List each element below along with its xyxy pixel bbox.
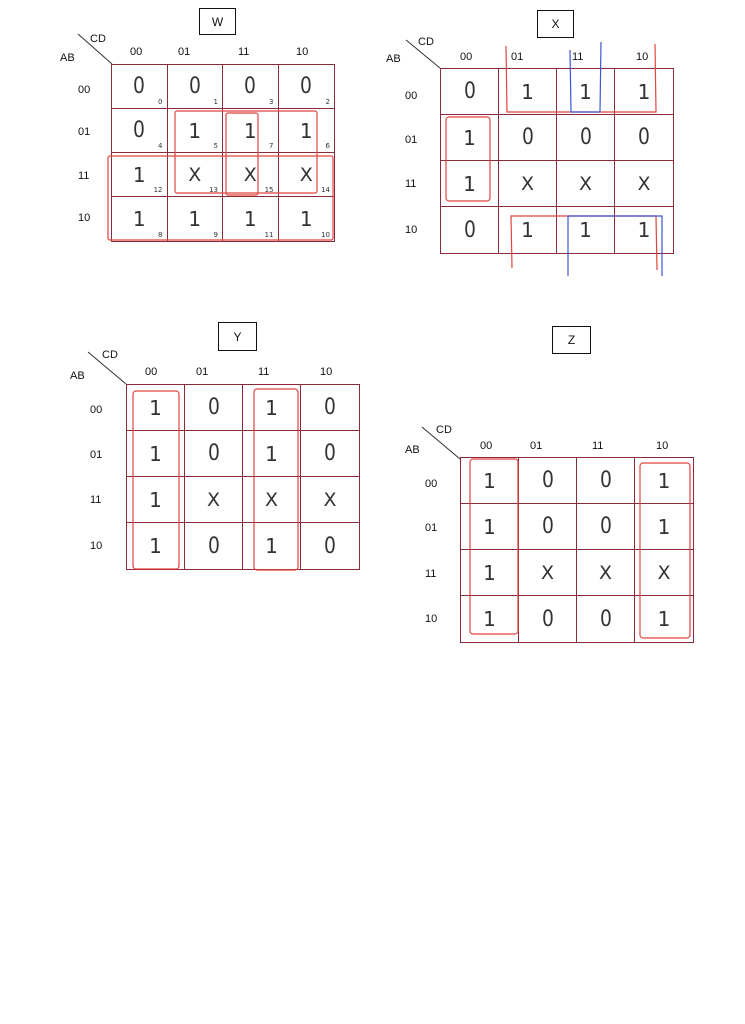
kmap-z-cell	[635, 596, 693, 642]
kmap-x-row-11: 11	[405, 178, 417, 190]
kmap-y-cell	[185, 431, 243, 477]
kmap-y-cell	[127, 477, 185, 523]
cell-value: 1	[149, 487, 162, 512]
kmap-z-cell	[577, 458, 635, 504]
cell-value: 1	[299, 207, 313, 231]
kmap-y-cell	[185, 385, 243, 431]
cell-index: 8	[158, 231, 163, 239]
kmap-w-cell-13	[168, 153, 224, 197]
kmap-x-col-var: CD	[418, 36, 434, 48]
cell-value: 0	[207, 533, 220, 559]
kmap-w-row-01: 01	[78, 126, 91, 138]
kmap-z-col-var: CD	[436, 424, 452, 436]
kmap-y-col-01: 01	[196, 366, 209, 378]
kmap-y-cell	[127, 523, 185, 569]
kmap-z-cell	[461, 458, 519, 504]
kmap-w-cell-3	[223, 65, 279, 109]
kmap-y-row-00: 00	[90, 404, 103, 416]
cell-index: 3	[269, 98, 274, 106]
cell-value: 0	[324, 441, 336, 466]
cell-index: 13	[209, 186, 218, 194]
kmap-y-row-11: 11	[90, 494, 102, 506]
cell-value: 1	[657, 514, 671, 539]
cell-value: 0	[599, 606, 612, 632]
cell-value: 1	[637, 218, 651, 242]
kmap-x-row-01: 01	[405, 134, 418, 146]
cell-index: 2	[325, 98, 330, 106]
cell-value: 1	[521, 79, 534, 104]
kmap-z-row-01: 01	[425, 522, 438, 534]
kmap-z-col-01: 01	[530, 440, 543, 452]
cell-value: X	[264, 488, 279, 511]
cell-index: 15	[264, 186, 274, 194]
kmap-y-col-11: 11	[258, 366, 270, 378]
kmap-z-cell	[577, 596, 635, 642]
kmap-w-cell-7	[223, 109, 279, 153]
kmap-z-row-00: 00	[425, 478, 438, 490]
cell-index: 12	[153, 186, 163, 194]
cell-value: X	[188, 163, 202, 186]
kmap-z-col-10: 10	[656, 440, 669, 452]
cell-index: 9	[213, 231, 218, 239]
kmap-w-col-var: CD	[90, 33, 106, 45]
cell-value: 1	[521, 218, 534, 242]
cell-value: X	[243, 163, 257, 186]
cell-value: 0	[300, 74, 313, 99]
cell-value: 1	[265, 534, 278, 558]
kmap-w-cell-2	[279, 65, 335, 109]
kmap-x-cell	[557, 161, 615, 207]
kmap-x-col-00: 00	[460, 51, 473, 63]
cell-value: 1	[299, 118, 313, 143]
kmap-w-cell-14	[279, 153, 335, 197]
cell-value: 1	[149, 441, 162, 466]
cell-value: 1	[579, 79, 592, 104]
kmap-w-cell-10	[279, 197, 335, 241]
kmap-w-col-01: 01	[178, 46, 191, 58]
kmap-x-cell	[441, 115, 499, 161]
cell-value: 1	[188, 207, 202, 231]
kmap-z-cell	[519, 550, 577, 596]
cell-value: 0	[541, 514, 554, 539]
cell-value: 1	[149, 395, 162, 420]
cell-value: 0	[638, 125, 650, 150]
cell-value: 1	[463, 125, 476, 150]
kmap-w-col-10: 10	[296, 46, 309, 58]
cell-index: 5	[213, 142, 218, 150]
kmap-z-cell	[635, 504, 693, 550]
kmap-w-cell-0	[112, 65, 168, 109]
kmap-w-cell-15	[223, 153, 279, 197]
cell-index: 11	[264, 231, 274, 239]
cell-index: 7	[269, 142, 274, 150]
cell-value: 0	[188, 74, 201, 99]
kmap-x-cell	[499, 115, 557, 161]
kmap-y-cell	[127, 431, 185, 477]
kmap-z-row-10: 10	[425, 613, 438, 625]
kmap-x-cell	[499, 69, 557, 115]
cell-value: X	[657, 561, 671, 584]
kmap-z-cell	[635, 458, 693, 504]
kmap-w-cell-12	[112, 153, 168, 197]
cell-value: 1	[657, 468, 671, 493]
kmap-x-cell	[441, 69, 499, 115]
kmap-z-cell	[461, 596, 519, 642]
kmap-x-row-var: AB	[386, 53, 401, 65]
cell-value: X	[323, 488, 337, 511]
cell-value: 0	[133, 118, 146, 143]
cell-value: 1	[483, 514, 496, 539]
cell-index: 1	[213, 98, 218, 106]
kmap-w-cell-1	[168, 65, 224, 109]
kmap-y-cell	[127, 385, 185, 431]
kmap-y-row-10: 10	[90, 540, 103, 552]
kmap-w-title: W	[199, 8, 236, 35]
kmap-x-row-10: 10	[405, 224, 418, 236]
kmap-w-cell-9	[168, 197, 224, 241]
cell-value: 0	[599, 514, 612, 539]
cell-value: X	[299, 163, 313, 186]
kmap-z-cell	[577, 550, 635, 596]
cell-value: 1	[657, 607, 671, 631]
kmap-z-col-11: 11	[592, 440, 604, 452]
kmap-y-cell	[243, 431, 301, 477]
kmap-x-cell	[441, 161, 499, 207]
kmap-w-cell-11	[223, 197, 279, 241]
kmap-z-cell	[519, 596, 577, 642]
kmap-w-row-var: AB	[60, 52, 75, 64]
cell-value: 1	[149, 534, 162, 558]
kmap-z-cell	[519, 458, 577, 504]
cell-value: 1	[188, 118, 202, 143]
cell-value: 0	[324, 533, 336, 559]
cell-value: X	[206, 488, 221, 511]
cell-value: 1	[132, 162, 146, 187]
cell-value: 1	[463, 171, 476, 196]
kmap-z-grid	[460, 457, 694, 643]
kmap-y-col-00: 00	[145, 366, 158, 378]
kmap-x-cell	[615, 161, 673, 207]
kmap-z-cell	[461, 504, 519, 550]
kmap-z-cell	[461, 550, 519, 596]
cell-index: 4	[158, 142, 163, 150]
kmap-x-cell	[615, 115, 673, 161]
kmap-y-cell	[243, 477, 301, 523]
kmap-x-cell	[557, 207, 615, 253]
kmap-w-row-11: 11	[78, 170, 90, 182]
cell-value: 0	[599, 468, 612, 493]
kmap-y-cell	[301, 523, 359, 569]
kmap-y-title: Y	[218, 322, 257, 351]
cell-index: 14	[321, 186, 330, 194]
cell-value: 0	[521, 125, 534, 150]
cell-value: 0	[579, 125, 592, 150]
kmap-z-col-00: 00	[480, 440, 493, 452]
kmap-z-title: Z	[552, 326, 591, 354]
kmap-y-cell	[301, 385, 359, 431]
kmap-y-col-10: 10	[320, 366, 333, 378]
cell-value: 1	[579, 218, 592, 242]
kmap-z-cell	[635, 550, 693, 596]
cell-value: 0	[463, 79, 476, 104]
kmap-x-cell	[615, 207, 673, 253]
cell-value: 0	[463, 217, 476, 243]
kmap-y-col-var: CD	[102, 349, 118, 361]
kmap-x-cell	[499, 207, 557, 253]
kmap-y-cell	[301, 431, 359, 477]
cell-value: 0	[133, 74, 146, 99]
cell-value: 0	[541, 606, 554, 632]
kmap-y-row-var: AB	[70, 370, 85, 382]
kmap-x-title: X	[537, 10, 574, 38]
kmap-w-cell-8	[112, 197, 168, 241]
kmap-x-cell	[441, 207, 499, 253]
kmap-y-cell	[243, 523, 301, 569]
kmap-w-cell-5	[168, 109, 224, 153]
kmap-y-cell	[301, 477, 359, 523]
cell-index: 0	[158, 98, 163, 106]
kmap-x-cell	[557, 115, 615, 161]
kmap-w-row-10: 10	[78, 212, 91, 224]
kmap-y-grid	[126, 384, 360, 570]
kmap-w-cell-4	[112, 109, 168, 153]
cell-value: X	[520, 172, 535, 195]
kmap-y-cell	[243, 385, 301, 431]
cell-value: X	[598, 561, 613, 584]
kmap-z-row-var: AB	[405, 444, 420, 456]
kmap-y-row-01: 01	[90, 449, 103, 461]
cell-value: X	[540, 561, 555, 584]
cell-value: 0	[324, 395, 336, 420]
cell-index: 6	[325, 142, 330, 150]
cell-value: 1	[483, 468, 496, 493]
kmap-w-cell-6	[279, 109, 335, 153]
kmap-x-cell	[615, 69, 673, 115]
cell-value: 0	[244, 74, 257, 99]
kmap-x-row-00: 00	[405, 90, 418, 102]
cell-value: 0	[541, 468, 554, 493]
kmap-z-cell	[577, 504, 635, 550]
kmap-y-cell	[185, 523, 243, 569]
cell-value: 1	[483, 560, 496, 585]
cell-value: 1	[265, 441, 278, 466]
cell-value: 1	[483, 607, 496, 631]
cell-value: 1	[265, 395, 278, 420]
kmap-x-col-01: 01	[511, 51, 524, 63]
kmap-x-col-11: 11	[572, 51, 584, 63]
kmap-z-row-11: 11	[425, 568, 437, 580]
kmap-w-col-00: 00	[130, 46, 143, 58]
cell-value: X	[578, 172, 593, 195]
kmap-w-col-11: 11	[238, 46, 250, 58]
cell-value: 0	[207, 441, 220, 466]
kmap-x-col-10: 10	[636, 51, 649, 63]
cell-value: 0	[207, 395, 220, 420]
cell-value: 1	[132, 207, 146, 231]
kmap-x-grid	[440, 68, 674, 254]
cell-value: 1	[243, 118, 257, 143]
kmap-w-grid	[111, 64, 335, 242]
cell-index: 10	[321, 231, 330, 239]
kmap-w-row-00: 00	[78, 84, 91, 96]
kmap-z-cell	[519, 504, 577, 550]
cell-value: X	[637, 172, 651, 195]
cell-value: 1	[637, 79, 651, 104]
cell-value: 1	[243, 207, 257, 231]
kmap-y-cell	[185, 477, 243, 523]
kmap-x-cell	[557, 69, 615, 115]
kmap-x-cell	[499, 161, 557, 207]
